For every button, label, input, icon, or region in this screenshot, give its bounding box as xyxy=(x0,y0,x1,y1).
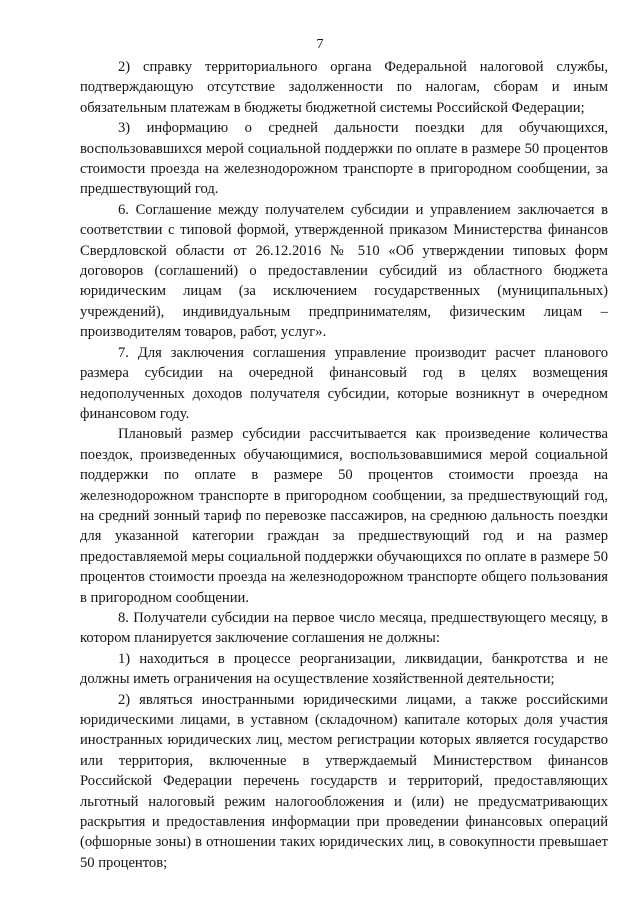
paragraph-trip-distance-info: 3) информацию о средней дальности поездки для обучающихся, воспользовавшихся мерой социальной поддержки по оплате в размере 50 процентов стоимости проезда на железнодорожном транспорте в пригородном сообщении, за предшествующий год. xyxy=(80,120,608,198)
page-number: 7 xyxy=(316,37,324,52)
paragraph-requirement-foreign-entities: 2) являться иностранными юридическими лицами, а также российскими юридическими лицами, в уставном (складочном) капитале которых доля участия иностранных юридических лиц, местом регистрации которых является государство или территория, включенные в утверждаемый Министерством финансов Российской Федерации перечень государств и территорий, предоставляющих льготный налоговый режим налогообложения и (или) не предусматривающих раскрытия и предоставления информации при проведении финансовых операций (офшорные зоны) в отношении таких юридических лиц, в совокупности превышает 50 процентов; xyxy=(80,691,608,871)
paragraph-recipient-requirements: 8. Получатели субсидии на первое число месяца, предшествующего месяцу, в котором планируется заключение соглашения не должны: xyxy=(80,609,608,647)
paragraph-agreement-form: 6. Соглашение между получателем субсидии и управлением заключается в соответствии с типовой формой, утвержденной приказом Министерства финансов Свердловской области от 26.12.2016 № 510 «Об утверждении типовых форм договоров (соглашений) о предоставлении субсидий из областного бюджета юридическим лицам (за исключением государственных (муниципальных) учреждений), индивидуальным предпринимателям, физическим лицам – производителям товаров, работ, услуг». xyxy=(80,201,608,341)
document-body xyxy=(80,57,608,873)
paragraph-tax-certificate: 2) справку территориального органа Федеральной налоговой службы, подтверждающую отсутствие задолженности по налогам, сборам и иным обязательным платежам в бюджеты бюджетной системы Российской Федерации; xyxy=(80,59,608,116)
paragraph-planned-subsidy-formula: Плановый размер субсидии рассчитывается как произведение количества поездок, произведенных обучающимися, воспользовавшимися мерой социальной поддержки по оплате в размере 50 процентов стоимости проезда на железнодорожном транспорте в пригородном сообщении, за предшествующий год, на средний зонный тариф по перевозке пассажиров, на среднюю дальность поездки для указанной категории граждан за предшествующий год и на размер предоставляемой меры социальной поддержки обучающихся по оплате в размере 50 процентов стоимости проезда на железнодорожном транспорте общего пользования в пригородном сообщении. xyxy=(80,426,608,606)
paragraph-requirement-reorganization: 1) находиться в процессе реорганизации, ликвидации, банкротства и не должны иметь ограничения на осуществление хозяйственной деятельности; xyxy=(80,650,608,688)
paragraph-subsidy-calculation: 7. Для заключения соглашения управление производит расчет планового размера субсидии на очередной финансовый год в целях возмещения недополученных доходов получателя субсидии, которые возникнут в очередном финансовом году. xyxy=(80,344,608,422)
